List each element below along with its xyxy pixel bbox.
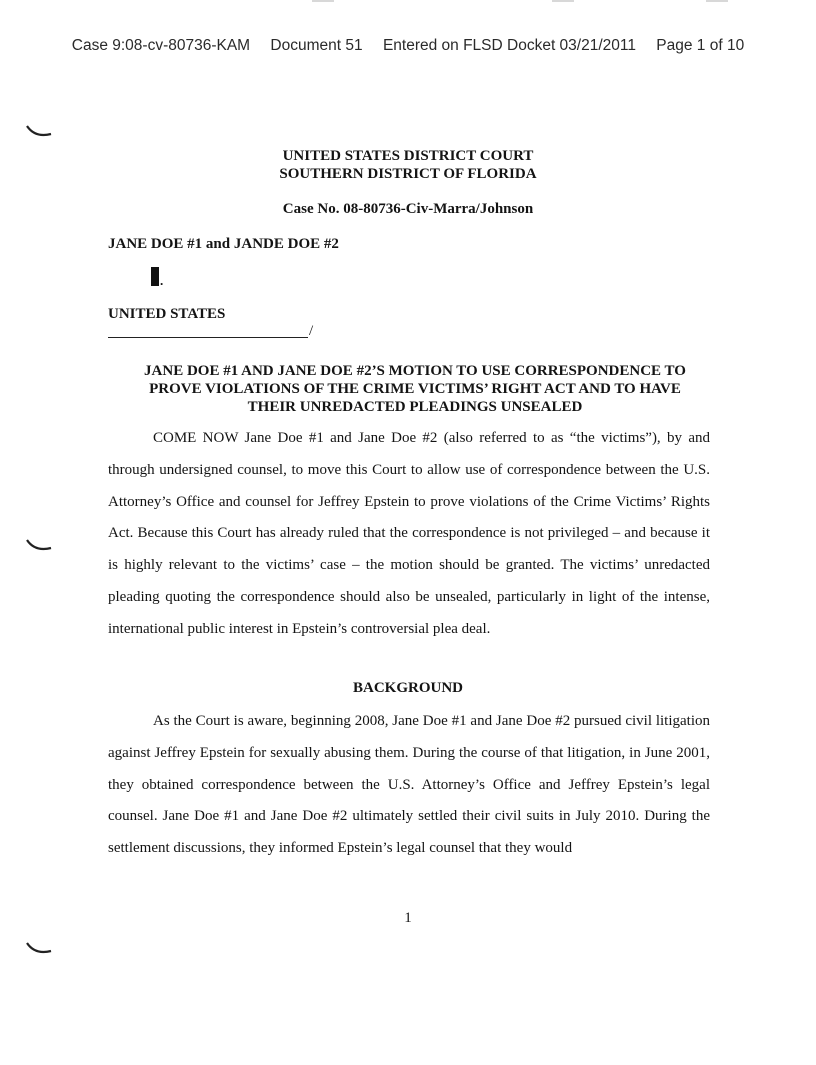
intro-paragraph: COME NOW Jane Doe #1 and Jane Doe #2 (also referred to as “the victims”), by and through undersigned counsel, to move this Court to allow use of correspondence between the U.S. Attorney’s Office and counsel for Jeffrey Epstein to prove violations of the Crime Victims’ Rights Act. Because this Court has already ruled that the correspondence is not privileged – and because it is highly relevant to the victims’ case – the motion should be granted. The victims’ unredacted pleading quoting the correspondence should also be unsealed, particularly in light of the intense, international public interest in Epstein’s controversial plea deal. bbox=[108, 430, 710, 637]
defendant: UNITED STATES bbox=[108, 306, 226, 322]
header-page-count: Page 1 of 10 bbox=[656, 37, 745, 54]
redaction-mark bbox=[151, 267, 159, 286]
background-paragraph: As the Court is aware, beginning 2008, Jane Doe #1 and Jane Doe #2 pursued civil litigation against Jeffrey Epstein for sexually abusing them. During the course of that litigation, in June 2001, they obtained correspondence between the U.S. Attorney’s Office and Jeffrey Epstein’s legal counsel. Jane Doe #1 and Jane Doe #2 ultimately settled their civil suits in July 2010. During the settlement discussions, they informed Epstein’s legal counsel that they would bbox=[108, 713, 710, 857]
scan-smudge bbox=[706, 0, 728, 2]
binder-hole-mark bbox=[25, 124, 53, 138]
scan-smudge bbox=[552, 0, 574, 2]
court-name: UNITED STATES DISTRICT COURT bbox=[282, 148, 534, 164]
plaintiffs: JANE DOE #1 and JANDE DOE #2 bbox=[108, 236, 339, 252]
court-district: SOUTHERN DISTRICT OF FLORIDA bbox=[279, 166, 537, 182]
case-number: Case No. 08-80736-Civ-Marra/Johnson bbox=[282, 201, 534, 217]
motion-title-line-1: JANE DOE #1 AND JANE DOE #2’S MOTION TO USE CORRESPONDENCE TO bbox=[144, 363, 686, 379]
caption-rule bbox=[108, 337, 308, 338]
redaction-dot: . bbox=[160, 273, 164, 288]
header-case-number: Case 9:08-cv-80736-KAM bbox=[71, 37, 251, 54]
caption-slash: / bbox=[309, 323, 314, 339]
background-heading: BACKGROUND bbox=[352, 680, 463, 696]
docket-header bbox=[0, 37, 816, 55]
header-entered-date: Entered on FLSD Docket 03/21/2011 bbox=[382, 37, 636, 54]
binder-hole-mark bbox=[25, 538, 53, 552]
motion-title bbox=[110, 362, 720, 416]
header-document-number: Document 51 bbox=[270, 37, 363, 54]
page-number: 1 bbox=[404, 910, 412, 926]
motion-title-line-2: PROVE VIOLATIONS OF THE CRIME VICTIMS’ RIGHT ACT AND TO HAVE bbox=[149, 381, 681, 397]
binder-hole-mark bbox=[25, 941, 53, 955]
scan-smudge bbox=[312, 0, 334, 2]
motion-title-line-3: THEIR UNREDACTED PLEADINGS UNSEALED bbox=[247, 399, 583, 415]
